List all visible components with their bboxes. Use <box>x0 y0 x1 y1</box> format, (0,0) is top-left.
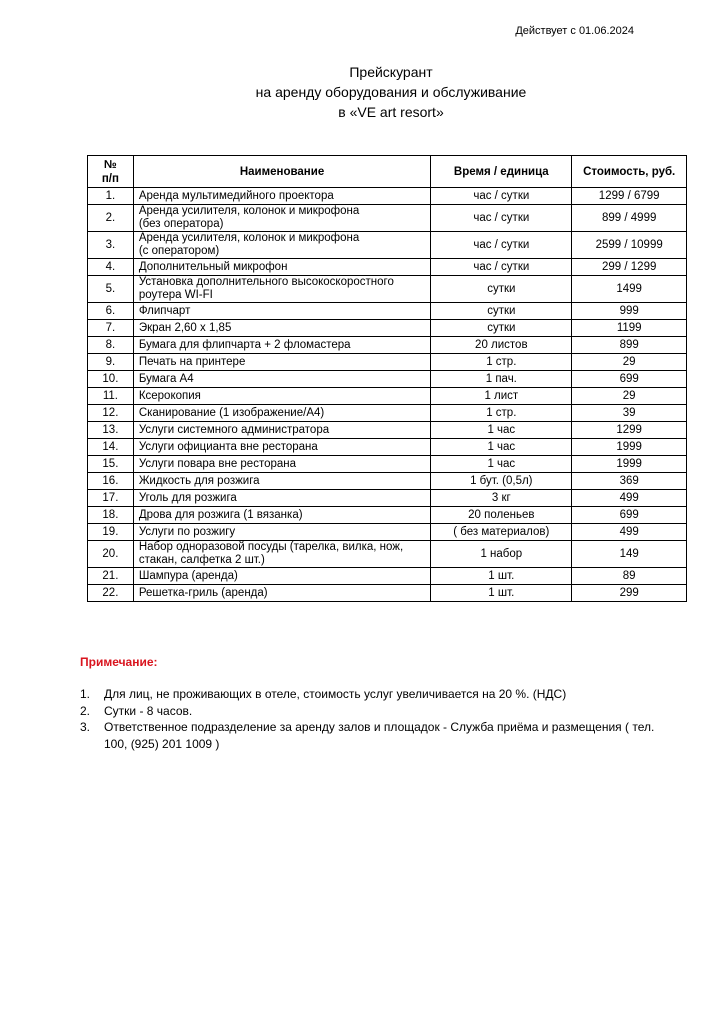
row-name-line: Бумага для флипчарта + 2 фломастера <box>138 338 351 351</box>
row-name <box>133 232 430 259</box>
table-row <box>88 388 687 405</box>
row-name <box>133 568 430 585</box>
row-unit: сутки <box>431 276 572 303</box>
table-row <box>88 303 687 320</box>
row-name <box>133 320 430 337</box>
row-name-line: Печать на принтере <box>138 355 246 368</box>
note-line: 100, (925) 201 1009 ) <box>104 736 220 751</box>
row-unit: 3 кг <box>431 490 572 507</box>
row-unit: 1 час <box>431 422 572 439</box>
note-item <box>80 686 680 703</box>
table-row <box>88 490 687 507</box>
row-unit: час / сутки <box>431 232 572 259</box>
header-num <box>88 156 134 188</box>
row-price: 999 <box>572 303 687 320</box>
row-unit: 1 час <box>431 456 572 473</box>
row-name <box>133 371 430 388</box>
row-name-line: стакан, салфетка 2 шт.) <box>138 554 265 566</box>
row-number: 10. <box>88 371 134 388</box>
note-line: Для лиц, не проживающих в отеле, стоимость услуг увеличивается на 20 %. (НДС) <box>104 687 567 701</box>
row-price: 29 <box>572 354 687 371</box>
row-price: 89 <box>572 568 687 585</box>
row-name <box>133 337 430 354</box>
row-name-line: Услуги официанта вне ресторана <box>138 440 318 453</box>
row-name <box>133 205 430 232</box>
note-number: 2. <box>80 703 91 718</box>
note-line: Ответственное подразделение за аренду залов и площадок - Служба приёма и размещения ( тел. <box>104 720 655 734</box>
row-name-line: Шампура (аренда) <box>138 569 238 582</box>
row-number: 20. <box>88 541 134 568</box>
row-price: 29 <box>572 388 687 405</box>
row-name-line: Аренда усилителя, колонок и микрофона <box>138 232 360 244</box>
table-body <box>88 188 687 602</box>
row-number: 22. <box>88 585 134 602</box>
row-price: 149 <box>572 541 687 568</box>
row-name-line: Установка дополнительного высокоскоростного <box>138 276 394 288</box>
table-header-row <box>88 156 687 188</box>
row-unit: 1 стр. <box>431 405 572 422</box>
document-title <box>0 62 724 122</box>
row-unit: 20 поленьев <box>431 507 572 524</box>
row-unit: 1 лист <box>431 388 572 405</box>
table-row <box>88 507 687 524</box>
row-name-line: (без оператора) <box>138 218 224 230</box>
row-number: 5. <box>88 276 134 303</box>
row-unit: сутки <box>431 303 572 320</box>
table-row <box>88 422 687 439</box>
table-row <box>88 541 687 568</box>
row-number: 7. <box>88 320 134 337</box>
row-number: 18. <box>88 507 134 524</box>
row-price: 1999 <box>572 456 687 473</box>
table-row <box>88 405 687 422</box>
row-name-line: Жидкость для розжига <box>138 474 260 487</box>
row-name <box>133 303 430 320</box>
table-row <box>88 205 687 232</box>
row-number: 21. <box>88 568 134 585</box>
row-price: 2599 / 10999 <box>572 232 687 259</box>
row-unit: 1 набор <box>431 541 572 568</box>
title-line-1: Прейскурант <box>349 64 433 80</box>
row-number: 11. <box>88 388 134 405</box>
row-name-line: Решетка-гриль (аренда) <box>138 586 268 599</box>
row-price: 1299 / 6799 <box>572 188 687 205</box>
table-row <box>88 568 687 585</box>
row-name-line: роутера WI-FI <box>138 289 213 301</box>
note-item <box>80 719 680 752</box>
row-price: 699 <box>572 371 687 388</box>
row-name <box>133 473 430 490</box>
effective-date: Действует с 01.06.2024 <box>515 25 634 37</box>
row-number: 8. <box>88 337 134 354</box>
table-row <box>88 371 687 388</box>
row-unit: 1 шт. <box>431 568 572 585</box>
notes-list <box>80 686 680 752</box>
row-number: 16. <box>88 473 134 490</box>
row-price: 1199 <box>572 320 687 337</box>
header-num-line-2: п/п <box>101 172 119 185</box>
row-price: 1299 <box>572 422 687 439</box>
row-name <box>133 490 430 507</box>
title-line-3: в «VE art resort» <box>338 104 444 120</box>
row-price: 369 <box>572 473 687 490</box>
price-table <box>87 155 687 602</box>
row-unit: 1 бут. (0,5л) <box>431 473 572 490</box>
title-line-2: на аренду оборудования и обслуживание <box>255 84 527 100</box>
header-num-line-1: № <box>103 158 117 171</box>
row-name-line: Уголь для розжига <box>138 491 237 504</box>
row-number: 4. <box>88 259 134 276</box>
row-name-line: Дрова для розжига (1 вязанка) <box>138 508 303 521</box>
note-item <box>80 703 680 720</box>
row-number: 1. <box>88 188 134 205</box>
row-name <box>133 541 430 568</box>
row-number: 19. <box>88 524 134 541</box>
row-name-line: Дополнительный микрофон <box>138 260 288 273</box>
row-name <box>133 388 430 405</box>
row-unit: 20 листов <box>431 337 572 354</box>
table-row <box>88 456 687 473</box>
row-name <box>133 259 430 276</box>
header-price: Стоимость, руб. <box>572 156 687 188</box>
row-price: 1499 <box>572 276 687 303</box>
row-name <box>133 405 430 422</box>
header-unit: Время / единица <box>431 156 572 188</box>
table-row <box>88 259 687 276</box>
row-name-line: Бумага А4 <box>138 372 194 385</box>
row-name <box>133 524 430 541</box>
table-row <box>88 354 687 371</box>
row-name-line: Ксерокопия <box>138 389 201 402</box>
row-unit: ( без материалов) <box>431 524 572 541</box>
note-text <box>104 719 654 752</box>
row-name-line: (с оператором) <box>138 245 220 257</box>
row-unit: 1 час <box>431 439 572 456</box>
row-number: 12. <box>88 405 134 422</box>
row-unit: 1 пач. <box>431 371 572 388</box>
row-name-line: Набор одноразовой посуды (тарелка, вилка, нож, <box>138 541 404 553</box>
note-text <box>104 703 192 720</box>
row-unit: 1 шт. <box>431 585 572 602</box>
table-row <box>88 232 687 259</box>
row-unit: час / сутки <box>431 259 572 276</box>
table-row <box>88 188 687 205</box>
row-price: 699 <box>572 507 687 524</box>
table-row <box>88 276 687 303</box>
table-row <box>88 473 687 490</box>
row-price: 1999 <box>572 439 687 456</box>
row-name-line: Флипчарт <box>138 304 191 317</box>
row-number: 9. <box>88 354 134 371</box>
row-number: 2. <box>88 205 134 232</box>
row-unit: 1 стр. <box>431 354 572 371</box>
row-name <box>133 422 430 439</box>
header-name: Наименование <box>133 156 430 188</box>
row-name <box>133 188 430 205</box>
row-price: 39 <box>572 405 687 422</box>
table-row <box>88 524 687 541</box>
table-row <box>88 337 687 354</box>
row-price: 899 / 4999 <box>572 205 687 232</box>
row-name-line: Аренда мультимедийного проектора <box>138 189 334 202</box>
row-price: 499 <box>572 490 687 507</box>
row-price: 299 <box>572 585 687 602</box>
row-price: 499 <box>572 524 687 541</box>
row-name-line: Услуги повара вне ресторана <box>138 457 297 470</box>
row-price: 899 <box>572 337 687 354</box>
note-text <box>104 686 566 703</box>
note-number: 1. <box>80 687 91 701</box>
table-row <box>88 585 687 602</box>
row-number: 13. <box>88 422 134 439</box>
row-unit: час / сутки <box>431 205 572 232</box>
row-name-line: Экран 2,60 х 1,85 <box>138 321 232 334</box>
row-name-line: Услуги по розжигу <box>138 525 236 538</box>
row-number: 3. <box>88 232 134 259</box>
note-line: Сутки - 8 часов. <box>104 703 193 718</box>
row-unit: сутки <box>431 320 572 337</box>
row-number: 14. <box>88 439 134 456</box>
row-name <box>133 354 430 371</box>
row-name-line: Аренда усилителя, колонок и микрофона <box>138 205 360 217</box>
row-name <box>133 585 430 602</box>
row-name <box>133 276 430 303</box>
table-row <box>88 320 687 337</box>
notes-title: Примечание: <box>80 655 158 669</box>
row-number: 15. <box>88 456 134 473</box>
row-price: 299 / 1299 <box>572 259 687 276</box>
row-name <box>133 456 430 473</box>
row-number: 6. <box>88 303 134 320</box>
note-number: 3. <box>80 720 91 734</box>
row-unit: час / сутки <box>431 188 572 205</box>
table-row <box>88 439 687 456</box>
row-name-line: Услуги системного администратора <box>138 423 330 436</box>
row-name-line: Сканирование (1 изображение/А4) <box>138 406 325 419</box>
row-number: 17. <box>88 490 134 507</box>
row-name <box>133 439 430 456</box>
row-name <box>133 507 430 524</box>
